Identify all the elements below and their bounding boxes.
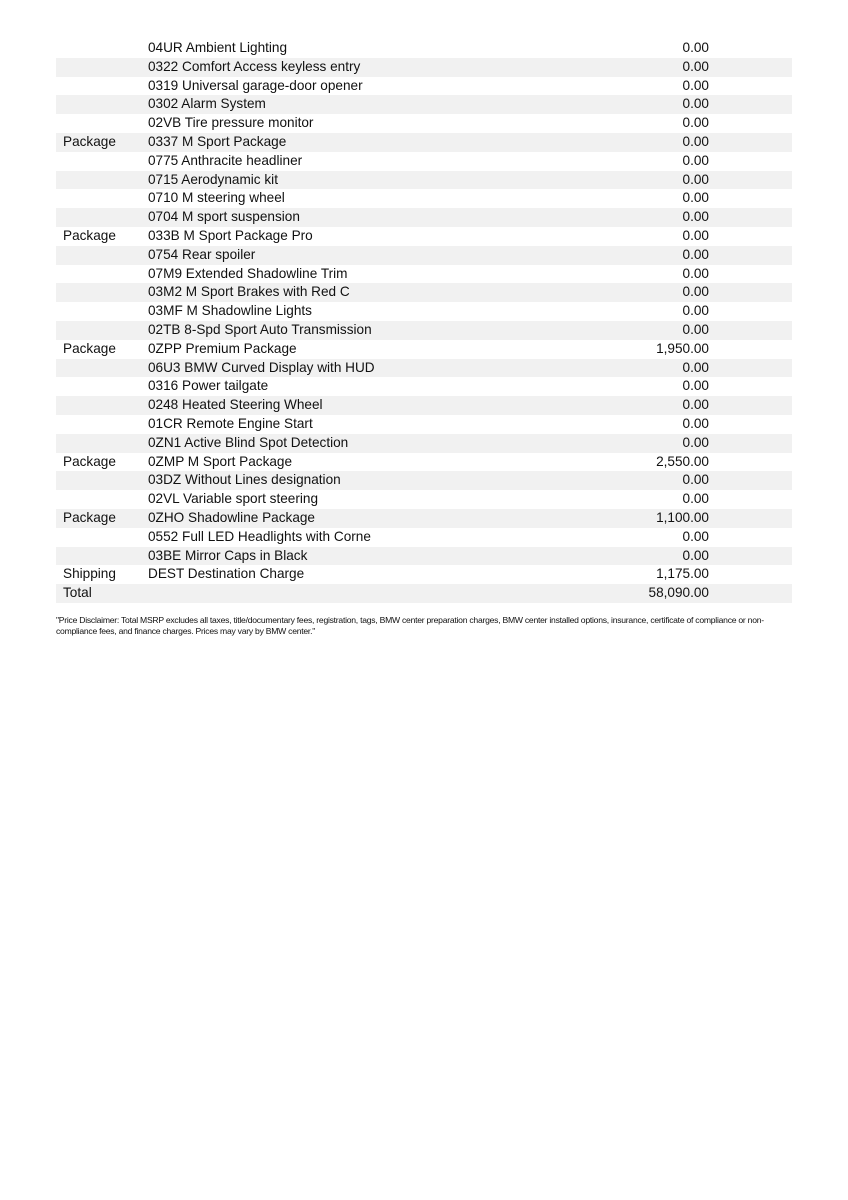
row-description: 0710 M steering wheel [148, 190, 285, 206]
row-description: 033B M Sport Package Pro [148, 227, 313, 243]
table-row [56, 39, 792, 58]
row-description: 0316 Power tailgate [148, 378, 269, 394]
row-description: 02VB Tire pressure monitor [148, 115, 314, 131]
row-category: Package [63, 509, 116, 525]
total-row [56, 584, 792, 603]
row-description: 0248 Heated Steering Wheel [148, 397, 323, 413]
row-description: 02TB 8-Spd Sport Auto Transmission [148, 321, 372, 337]
table-row [56, 490, 792, 509]
row-price: 0.00 [682, 415, 709, 431]
total-price: 58,090.00 [648, 585, 709, 601]
table-row [56, 415, 792, 434]
table-row [56, 95, 792, 114]
table-row [56, 208, 792, 227]
row-category: Package [63, 227, 116, 243]
row-price: 0.00 [682, 227, 709, 243]
row-description: 0319 Universal garage-door opener [148, 77, 363, 93]
row-description: 04UR Ambient Lighting [148, 40, 288, 55]
table-row [56, 321, 792, 340]
table-row [56, 565, 792, 584]
table-row [56, 114, 792, 133]
row-price: 0.00 [682, 434, 709, 450]
row-description: 03M2 M Sport Brakes with Red C [148, 284, 350, 300]
row-price: 1,175.00 [656, 566, 709, 582]
row-description: 0775 Anthracite headliner [148, 152, 303, 168]
row-description: DEST Destination Charge [148, 566, 305, 582]
row-price: 0.00 [682, 58, 709, 74]
row-price: 0.00 [682, 246, 709, 262]
row-category: Shipping [63, 566, 116, 582]
row-price: 0.00 [682, 152, 709, 168]
row-description: 01CR Remote Engine Start [148, 415, 313, 431]
table-row [56, 246, 792, 265]
row-price: 0.00 [682, 171, 709, 187]
table-row [56, 528, 792, 547]
table-row [56, 434, 792, 453]
table-row [56, 283, 792, 302]
table-row [56, 58, 792, 77]
row-price: 1,950.00 [656, 340, 709, 356]
table-row [56, 509, 792, 528]
price-disclaimer: "Price Disclaimer: Total MSRP excludes all taxes, title/documentary fees, registration, tags, BMW center preparation charges, BMW center installed options, insurance, certificate of compliance or non-compliance fees, and finance charges. Prices may vary by BMW center." [56, 614, 764, 636]
row-price: 0.00 [682, 77, 709, 93]
table-row [56, 453, 792, 472]
row-price: 0.00 [682, 265, 709, 281]
table-row [56, 171, 792, 190]
row-price: 0.00 [682, 321, 709, 337]
row-price: 0.00 [682, 40, 709, 55]
row-description: 0552 Full LED Headlights with Corne [148, 528, 371, 544]
row-price: 1,100.00 [656, 509, 709, 525]
row-description: 0715 Aerodynamic kit [148, 171, 278, 187]
row-description: 03BE Mirror Caps in Black [148, 547, 308, 563]
row-description: 06U3 BMW Curved Display with HUD [148, 359, 375, 375]
row-price: 0.00 [682, 96, 709, 112]
row-description: 07M9 Extended Shadowline Trim [148, 265, 348, 281]
row-price: 0.00 [682, 133, 709, 149]
row-description: 02VL Variable sport steering [148, 491, 319, 507]
price-sheet [56, 39, 792, 646]
row-price: 0.00 [682, 397, 709, 413]
row-description: 0ZHO Shadowline Package [148, 509, 315, 525]
row-price: 2,550.00 [656, 453, 709, 469]
row-category: Package [63, 453, 116, 469]
table-row [56, 77, 792, 96]
row-description: 0ZPP Premium Package [148, 340, 297, 356]
row-price: 0.00 [682, 359, 709, 375]
table-row [56, 359, 792, 378]
table-row [56, 340, 792, 359]
row-price: 0.00 [682, 115, 709, 131]
table-row [56, 265, 792, 284]
total-label: Total [63, 585, 92, 601]
row-description: 03DZ Without Lines designation [148, 472, 341, 488]
row-description: 0754 Rear spoiler [148, 246, 256, 262]
row-description: 0302 Alarm System [148, 96, 266, 112]
table-row [56, 471, 792, 490]
row-price: 0.00 [682, 528, 709, 544]
row-price: 0.00 [682, 378, 709, 394]
options-price-table [56, 39, 792, 603]
row-price: 0.00 [682, 209, 709, 225]
table-row [56, 547, 792, 566]
table-row [56, 396, 792, 415]
row-price: 0.00 [682, 547, 709, 563]
row-price: 0.00 [682, 284, 709, 300]
table-row [56, 189, 792, 208]
row-price: 0.00 [682, 190, 709, 206]
row-description: 0ZMP M Sport Package [148, 453, 293, 469]
row-description: 0337 M Sport Package [148, 133, 287, 149]
table-row [56, 133, 792, 152]
table-row [56, 377, 792, 396]
table-row [56, 302, 792, 321]
row-description: 0ZN1 Active Blind Spot Detection [148, 434, 349, 450]
row-description: 03MF M Shadowline Lights [148, 303, 312, 319]
row-category: Package [63, 133, 116, 149]
row-price: 0.00 [682, 303, 709, 319]
row-price: 0.00 [682, 491, 709, 507]
row-description: 0704 M sport suspension [148, 209, 300, 225]
row-price: 0.00 [682, 472, 709, 488]
table-row [56, 227, 792, 246]
row-description: 0322 Comfort Access keyless entry [148, 58, 361, 74]
row-category: Package [63, 340, 116, 356]
table-row [56, 152, 792, 171]
